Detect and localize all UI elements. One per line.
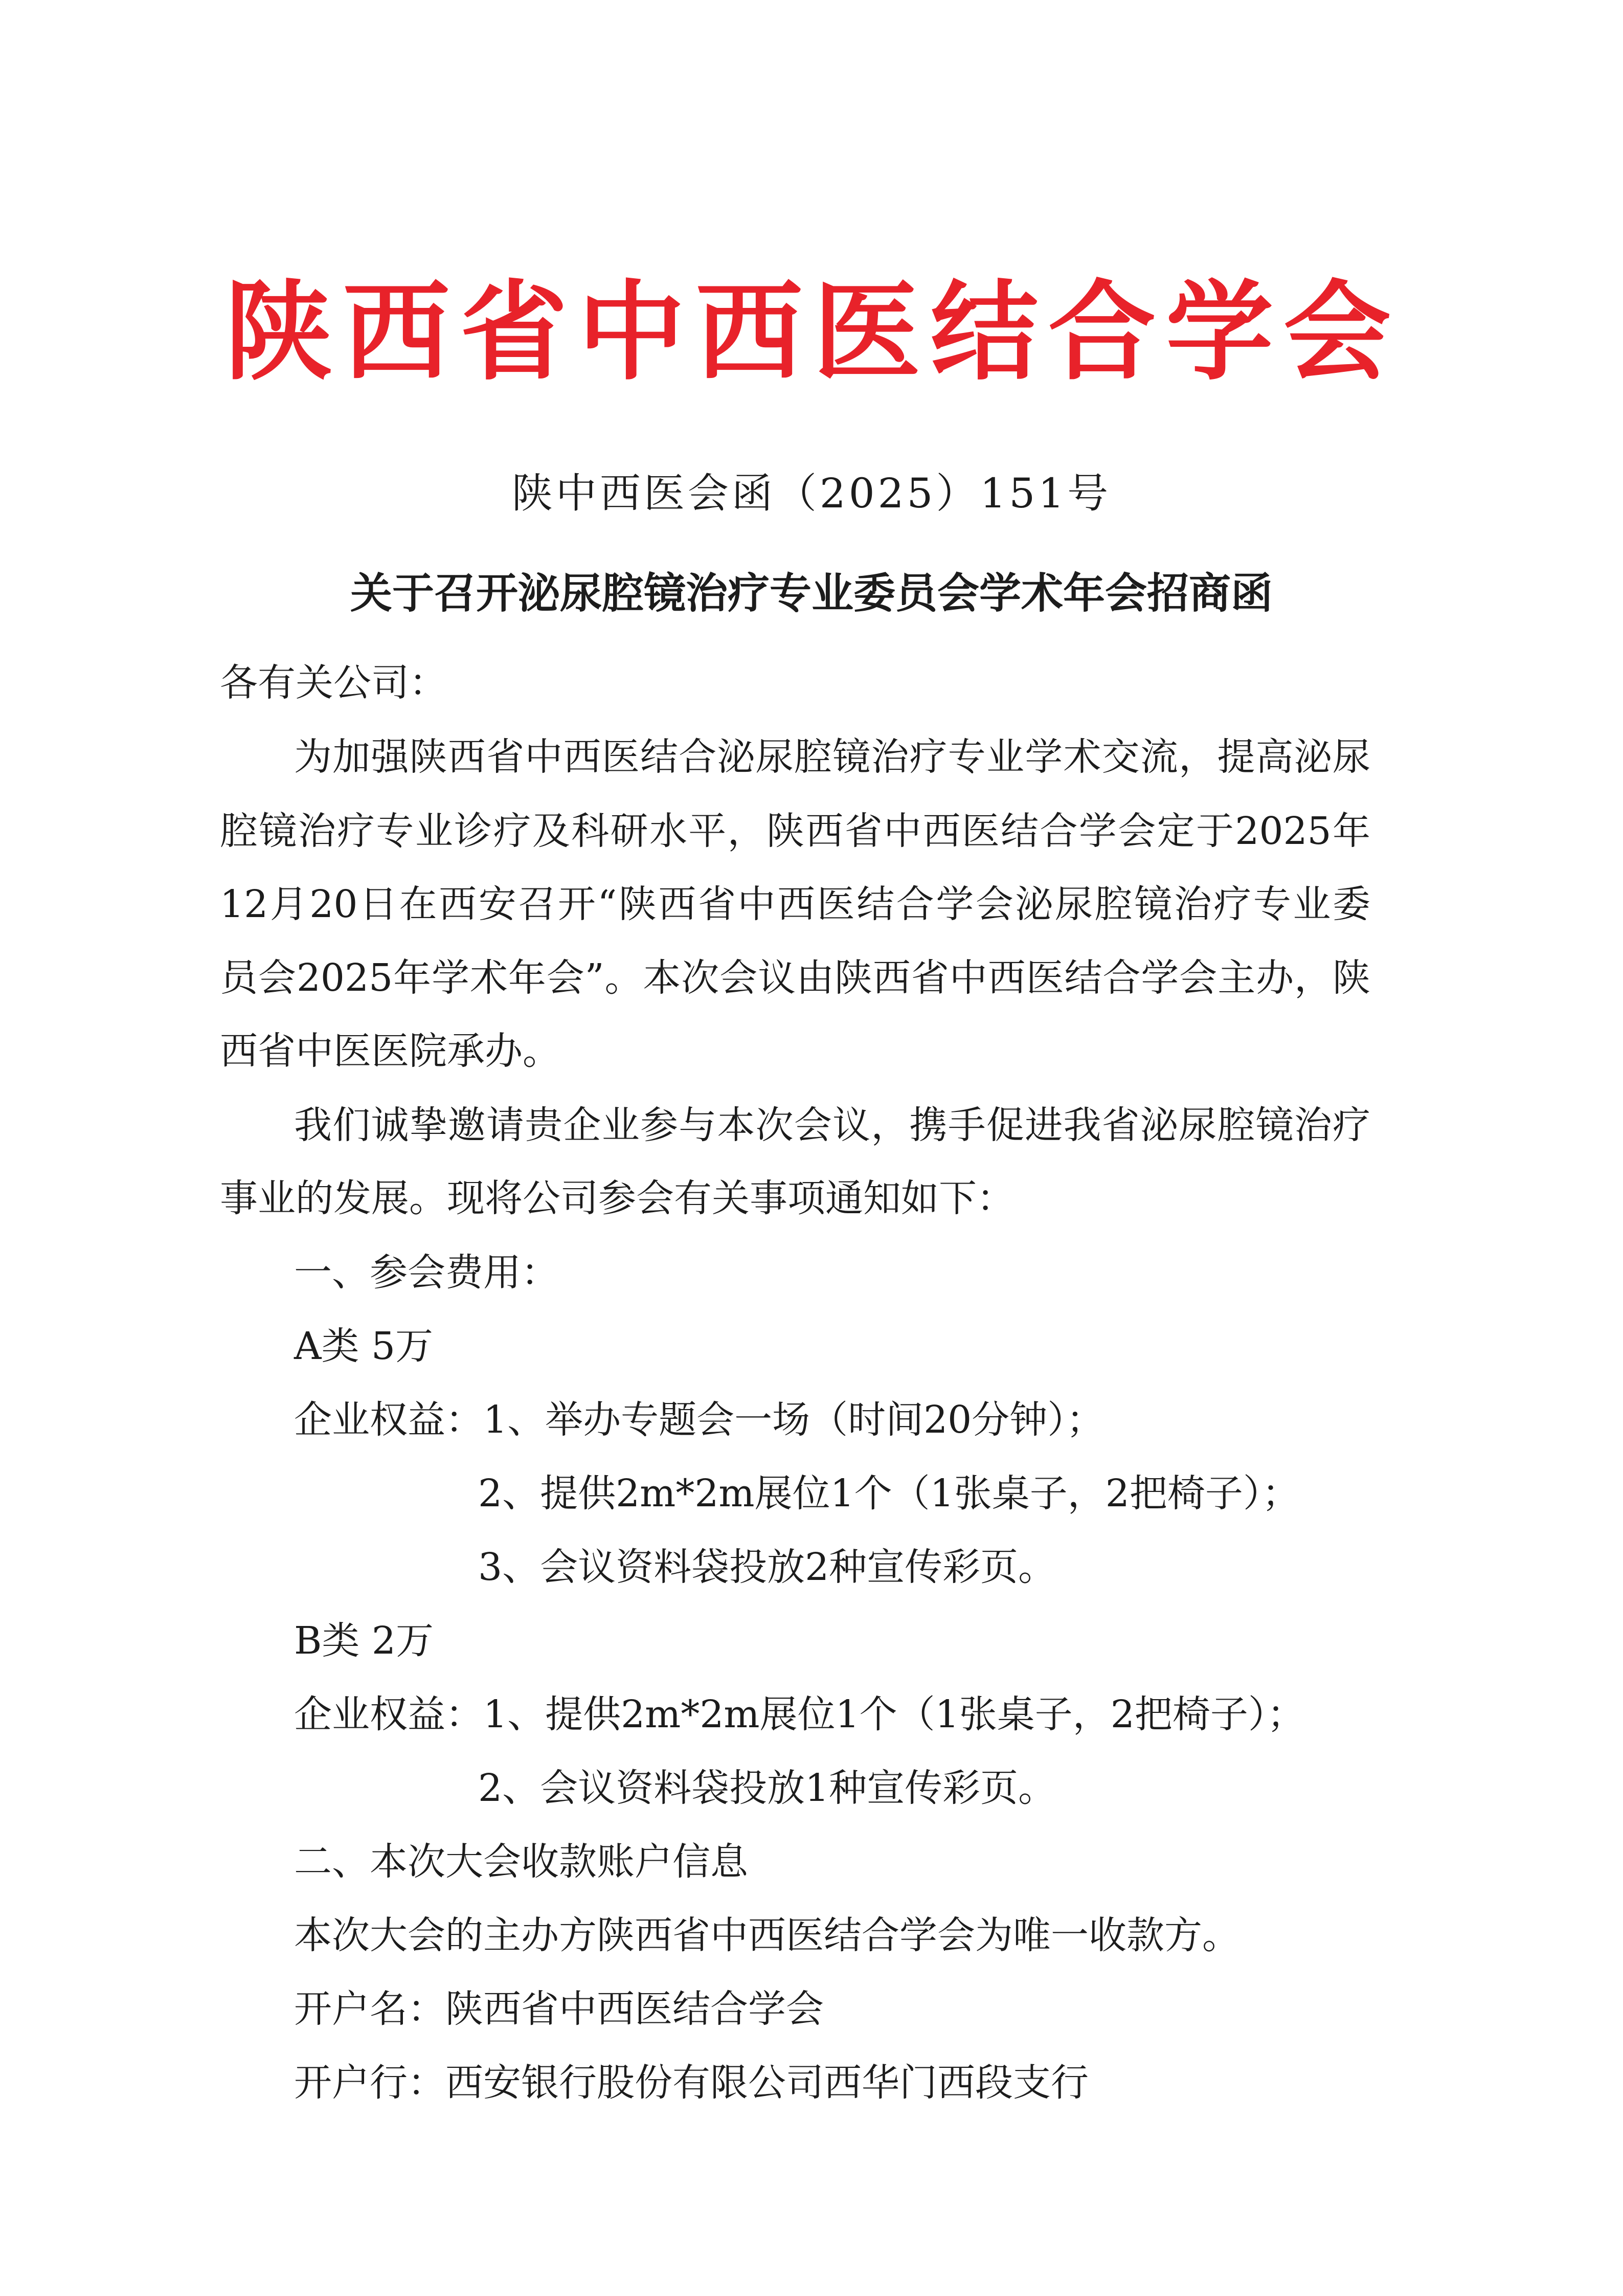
tier-a-right: 企业权益：1、举办专题会一场（时间20分钟）； [294, 1398, 1104, 1442]
letterhead-title: 陕西省中西医结合学会 [225, 270, 1402, 395]
account-name: 开户名：陕西省中西医结合学会 [294, 1987, 824, 2031]
para1-line: 为加强陕西省中西医结合泌尿腔镜治疗专业学术交流，提高泌尿 [294, 735, 1370, 779]
section1-heading: 一、参会费用： [294, 1251, 559, 1295]
tier-b-label: B类 2万 [294, 1619, 434, 1663]
para1-line: 员会2025年学术年会”。本次会议由陕西省中西医结合学会主办，陕 [220, 956, 1370, 1000]
tier-b-right: 2、会议资料袋投放1种宣传彩页。 [478, 1766, 1056, 1810]
document-number: 陕中西医会函（2025）151号 [511, 470, 1112, 517]
tier-b-right: 企业权益：1、提供2m*2m展位1个（1张桌子，2把椅子）； [294, 1692, 1305, 1736]
tier-a-right: 3、会议资料袋投放2种宣传彩页。 [478, 1545, 1056, 1589]
salutation: 各有关公司： [220, 661, 447, 705]
tier-a-right: 2、提供2m*2m展位1个（1张桌子，2把椅子）； [478, 1472, 1300, 1515]
para1-line: 西省中医医院承办。 [220, 1029, 560, 1073]
para1-line: 腔镜治疗专业诊疗及科研水平，陕西省中西医结合学会定于2025年 [220, 809, 1370, 853]
para2-line: 我们诚挚邀请贵企业参与本次会议，携手促进我省泌尿腔镜治疗 [294, 1103, 1370, 1147]
tier-a-label: A类 5万 [294, 1324, 434, 1368]
section2-heading: 二、本次大会收款账户信息 [294, 1840, 748, 1884]
document-title: 关于召开泌尿腔镜治疗专业委员会学术年会招商函 [350, 569, 1273, 618]
bank-name: 开户行：西安银行股份有限公司西华门西段支行 [294, 2061, 1089, 2105]
section2-line: 本次大会的主办方陕西省中西医结合学会为唯一收款方。 [294, 1913, 1240, 1957]
para2-line: 事业的发展。现将公司参会有关事项通知如下： [220, 1176, 1015, 1220]
para1-line: 12月20日在西安召开“陕西省中西医结合学会泌尿腔镜治疗专业委 [220, 882, 1370, 926]
